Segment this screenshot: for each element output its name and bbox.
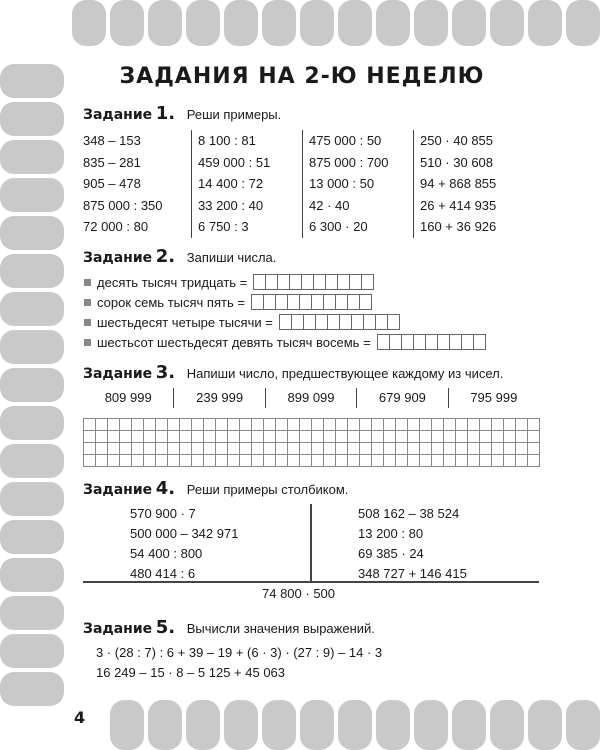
divider <box>310 504 312 582</box>
bottom-tab <box>148 700 182 750</box>
task-number: 2. <box>155 246 176 267</box>
example: 26 + 414 935 <box>420 197 497 213</box>
example: 6 750 : 3 <box>198 219 249 234</box>
number-item <box>84 294 372 310</box>
answer-cells[interactable] <box>377 334 486 350</box>
example: 835 – 281 <box>83 154 141 170</box>
example: 348 – 153 <box>83 133 141 148</box>
number-words: шестьдесят четыре тысячи = <box>97 314 273 330</box>
example-column <box>413 130 530 238</box>
example: 42 · 40 <box>309 197 350 213</box>
top-tab <box>262 0 296 46</box>
example: 72 000 : 80 <box>83 219 149 234</box>
bottom-tab <box>338 700 372 750</box>
left-tab <box>0 102 64 136</box>
number-item <box>84 334 486 350</box>
top-tab <box>72 0 106 46</box>
bullet-icon <box>84 279 91 286</box>
example-column <box>302 130 413 238</box>
example: 480 414 : 6 <box>130 566 196 581</box>
bottom-tab <box>110 700 144 750</box>
left-tab <box>0 406 64 440</box>
example: 94 + 868 855 <box>420 176 497 191</box>
example: 74 800 · 500 <box>262 586 336 601</box>
given-number: 795 999 <box>448 388 539 408</box>
top-tab <box>186 0 220 46</box>
left-tab <box>0 178 64 212</box>
task3-numbers <box>83 388 539 408</box>
example: 475 000 : 50 <box>309 133 382 148</box>
top-tab <box>452 0 486 46</box>
example: 250 · 40 855 <box>420 133 494 148</box>
task1-heading <box>83 103 281 124</box>
answer-cells[interactable] <box>251 294 372 310</box>
given-number: 809 999 <box>104 390 152 405</box>
bottom-tab <box>490 700 524 750</box>
bottom-tab <box>414 700 448 750</box>
number-words: сорок семь тысяч пять = <box>97 294 245 310</box>
top-tab <box>148 0 182 46</box>
left-tab <box>0 64 64 98</box>
left-tab <box>0 292 64 326</box>
task5-expressions <box>96 643 382 683</box>
example: 510 · 30 608 <box>420 154 494 170</box>
task5-heading <box>83 617 375 638</box>
example: 508 162 – 38 524 <box>358 506 460 521</box>
task-text: Запиши числа. <box>186 250 277 265</box>
example: 570 900 · 7 <box>130 506 196 521</box>
task-number: 1. <box>155 103 176 124</box>
example: 905 – 478 <box>83 176 141 191</box>
left-tab <box>0 558 64 592</box>
top-tab <box>528 0 562 46</box>
task4-heading <box>83 478 348 499</box>
left-tab <box>0 368 64 402</box>
answer-cells[interactable] <box>253 274 374 290</box>
example-column <box>191 130 302 238</box>
bottom-tab <box>186 700 220 750</box>
bullet-icon <box>84 319 91 326</box>
answer-cells[interactable] <box>279 314 400 330</box>
answer-grid[interactable] <box>83 418 540 467</box>
given-number: 679 909 <box>356 388 447 408</box>
page-title: ЗАДАНИЯ НА 2-Ю НЕДЕЛЮ <box>119 64 485 89</box>
left-tab <box>0 482 64 516</box>
divider <box>83 581 539 583</box>
top-tab <box>376 0 410 46</box>
number-words: десять тысяч тридцать = <box>97 274 248 290</box>
task-label: Задание <box>83 250 153 266</box>
left-tab <box>0 140 64 174</box>
bottom-tab <box>566 700 600 750</box>
left-tab <box>0 216 64 250</box>
example: 6 300 · 20 <box>309 219 368 234</box>
task-text: Реши примеры столбиком. <box>186 482 349 497</box>
task-number: 3. <box>155 362 176 383</box>
bottom-tab <box>452 700 486 750</box>
task-label: Задание <box>83 107 153 123</box>
top-tab <box>566 0 600 46</box>
example: 500 000 – 342 971 <box>130 526 239 541</box>
example: 69 385 · 24 <box>358 546 424 561</box>
top-tab <box>490 0 524 46</box>
bottom-tab <box>300 700 334 750</box>
expression: 16 249 – 15 · 8 – 5 125 + 45 063 <box>96 665 286 680</box>
left-tab <box>0 672 64 706</box>
example: 875 000 : 700 <box>309 154 389 170</box>
task-label: Задание <box>83 366 153 382</box>
bullet-icon <box>84 339 91 346</box>
task3-heading <box>83 362 503 383</box>
expression: 3 · (28 : 7) : 6 + 39 – 19 + (6 · 3) · (27 : 9) – 14 · 3 <box>96 645 383 660</box>
example: 14 400 : 72 <box>198 176 264 191</box>
number-item <box>84 314 400 330</box>
task-label: Задание <box>83 621 153 637</box>
bottom-tab <box>528 700 562 750</box>
example: 54 400 : 800 <box>130 546 203 561</box>
top-tab <box>224 0 258 46</box>
example: 13 000 : 50 <box>309 176 375 191</box>
given-number: 899 099 <box>265 388 356 408</box>
task-number: 4. <box>155 478 176 499</box>
task4-left-column <box>130 504 238 584</box>
number-words: шестьсот шестьдесят девять тысяч восемь = <box>97 334 371 350</box>
bottom-tab <box>224 700 258 750</box>
left-tab <box>0 444 64 478</box>
example-column <box>83 130 191 238</box>
task-label: Задание <box>83 482 153 498</box>
task-text: Реши примеры. <box>186 107 282 122</box>
left-tab <box>0 634 64 668</box>
number-item <box>84 274 374 290</box>
example: 8 100 : 81 <box>198 133 256 148</box>
example: 13 200 : 80 <box>358 526 424 541</box>
left-tab <box>0 330 64 364</box>
example: 348 727 + 146 415 <box>358 566 467 581</box>
top-tab <box>338 0 372 46</box>
task2-heading <box>83 246 276 267</box>
bottom-tab <box>262 700 296 750</box>
given-number: 239 999 <box>173 388 264 408</box>
bullet-icon <box>84 299 91 306</box>
page-number: 4 <box>74 708 86 727</box>
top-tab <box>414 0 448 46</box>
example: 459 000 : 51 <box>198 154 271 170</box>
task-text: Напиши число, предшествующее каждому из чисел. <box>186 366 504 381</box>
top-tab <box>300 0 334 46</box>
task-text: Вычисли значения выражений. <box>186 621 375 636</box>
example: 33 200 : 40 <box>198 197 264 213</box>
task1-examples <box>83 130 530 238</box>
bottom-tab <box>376 700 410 750</box>
example: 160 + 36 926 <box>420 219 497 234</box>
left-tab <box>0 254 64 288</box>
task-number: 5. <box>155 617 176 638</box>
top-tab <box>110 0 144 46</box>
example: 875 000 : 350 <box>83 197 163 213</box>
task4-right-column <box>358 504 467 584</box>
left-tab <box>0 520 64 554</box>
left-tab <box>0 596 64 630</box>
